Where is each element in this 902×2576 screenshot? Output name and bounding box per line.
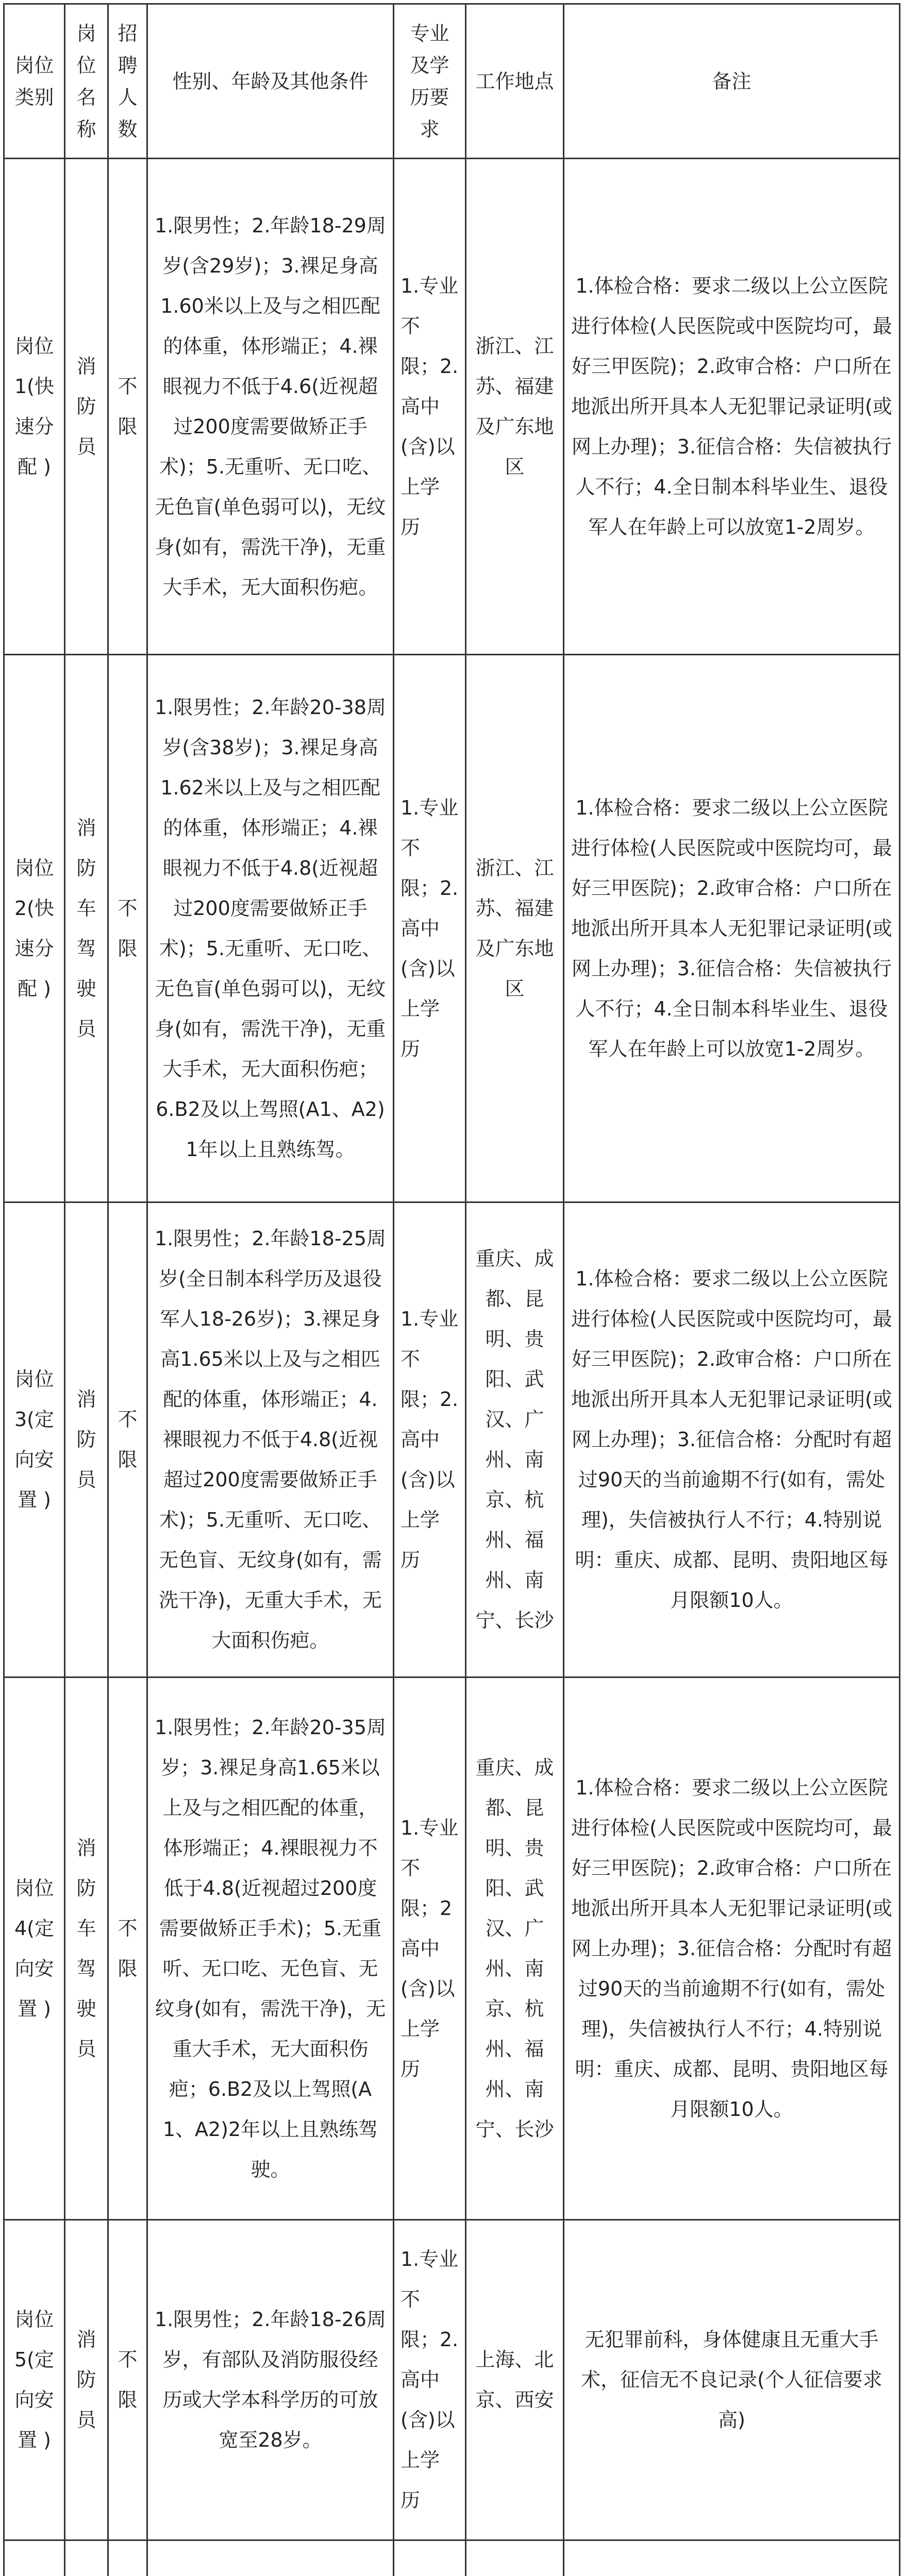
row-notes — [564, 2540, 900, 2576]
table-row — [4, 1677, 900, 2220]
row-conditions: 1.限男性；2.年龄18-26周岁，有部队及消防服役经历或大学本科学历的可放宽至28岁。 — [147, 2220, 394, 2540]
header-category: 岗位类别 — [4, 4, 65, 159]
row-location: 浙江、江苏、福建及广东地区 — [466, 159, 564, 655]
row-conditions: 1.限男性；2.年龄18-25周岁(全日制本科学历及退役军人18-26岁)；3.裸足身高1.65米以上及与之相匹配的体重，体形端正；4.裸眼视力不低于4.8(近视超过200度需要做矫正手术)；5.无重听、无口吃、无色盲、无纹身(如有，需洗干净)，无重大手术，无大面积伤疤。 — [147, 1202, 394, 1677]
row-position-name: 消防车驾驶员 — [65, 1677, 108, 2220]
row-headcount: 不限 — [108, 1202, 147, 1677]
header-location: 工作地点 — [466, 4, 564, 159]
table-row — [4, 1202, 900, 1677]
row-notes: 1.体检合格：要求二级以上公立医院进行体检(人民医院或中医院均可，最好三甲医院)；2.政审合格：户口所在地派出所开具本人无犯罪记录证明(或网上办理)；3.征信合格：失信被执行人不行；4.全日制本科毕业生、退役军人在年龄上可以放宽1-2周岁。 — [564, 654, 900, 1202]
header-education: 专业及学历要求 — [394, 4, 466, 159]
row-conditions: 1.限男性；2.年龄18-29周岁(含29岁)；3.裸足身高1.60米以上及与之相匹配的体重，体形端正；4.裸眼视力不低于4.6(近视超过200度需要做矫正手术)；5.无重听、无口吃、无色盲(单色弱可以)，无纹身(如有，需洗干净)，无重大手术，无大面积伤疤。 — [147, 159, 394, 655]
row-headcount: 不限 — [108, 2220, 147, 2540]
row-position-name: 消防员 — [65, 159, 108, 655]
row-conditions: 1.限男性；2.年龄20-35周岁；3.裸足身高1.65米以上及与之相匹配的体重，体形端正；4.裸眼视力不低于4.8(近视超过200度需要做矫正手术)；5.无重听、无口吃、无色盲、无纹身(如有，需洗干净)，无重大手术，无大面积伤疤；6.B2及以上驾照(A1、A2)2年以上且熟练驾驶。 — [147, 1677, 394, 2220]
row-conditions: 1.限男性；2.年龄20-38周岁(含38岁)；3.裸足身高1.62米以上及与之相匹配的体重，体形端正；4.裸眼视力不低于4.8(近视超过200度需要做矫正手术)；5.无重听、无口吃、无色盲(单色弱可以)，无纹身(如有，需洗干净)，无重大手术，无大面积伤疤；6.B2及以上驾照(A1、A2)1年以上且熟练驾。 — [147, 654, 394, 1202]
row-position-name: 消防员 — [65, 2220, 108, 2540]
row-notes: 无犯罪前科，身体健康且无重大手术，征信无不良记录(个人征信要求高) — [564, 2220, 900, 2540]
row-location: 浙江、江苏、福建及广东地区 — [466, 654, 564, 1202]
row-position-name — [65, 2540, 108, 2576]
row-category: 岗位2(快速分配 ) — [4, 654, 65, 1202]
header-row — [4, 4, 900, 159]
row-location: 重庆、成都、昆明、贵阳、武汉、广州、南京、杭州、福州、南宁、长沙 — [466, 1202, 564, 1677]
row-location: 重庆、成都、昆明、贵阳、武汉、广州、南京、杭州、福州、南宁、长沙 — [466, 1677, 564, 2220]
row-location: 上海、北京、西安 — [466, 2220, 564, 2540]
row-education: 1.专业不限；2.高中(含)以上学历 — [394, 2220, 466, 2540]
row-headcount: 不限 — [108, 1677, 147, 2220]
row-education: 1.专业不限；2.高中(含)以上学历 — [394, 654, 466, 1202]
row-position-name: 消防员 — [65, 1202, 108, 1677]
row-education — [394, 2540, 466, 2576]
row-category: 岗位1(快速分配 ) — [4, 159, 65, 655]
row-headcount: 不限 — [108, 159, 147, 655]
table-row — [4, 2540, 900, 2576]
row-notes: 1.体检合格：要求二级以上公立医院进行体检(人民医院或中医院均可，最好三甲医院)；2.政审合格：户口所在地派出所开具本人无犯罪记录证明(或网上办理)；3.征信合格：失信被执行人不行；4.全日制本科毕业生、退役军人在年龄上可以放宽1-2周岁。 — [564, 159, 900, 655]
row-headcount: 不限 — [108, 654, 147, 1202]
header-notes: 备注 — [564, 4, 900, 159]
row-headcount — [108, 2540, 147, 2576]
row-education: 1.专业不限；2高中(含)以上学历 — [394, 1677, 466, 2220]
row-conditions — [147, 2540, 394, 2576]
header-count: 招聘人数 — [108, 4, 147, 159]
row-education: 1.专业不限；2.高中(含)以上学历 — [394, 159, 466, 655]
header-conditions: 性别、年龄及其他条件 — [147, 4, 394, 159]
header-name: 岗位名称 — [65, 4, 108, 159]
row-category: 岗位3(定向安置 ) — [4, 1202, 65, 1677]
table-row — [4, 654, 900, 1202]
row-notes: 1.体检合格：要求二级以上公立医院进行体检(人民医院或中医院均可，最好三甲医院)；2.政审合格：户口所在地派出所开具本人无犯罪记录证明(或网上办理)；3.征信合格：分配时有超过90天的当前逾期不行(如有，需处理)，失信被执行人不行；4.特别说明：重庆、成都、昆明、贵阳地区每月限额10人。 — [564, 1677, 900, 2220]
row-education: 1.专业不限；2.高中(含)以上学历 — [394, 1202, 466, 1677]
table-row — [4, 159, 900, 655]
row-category: 岗位5(定向安置 ) — [4, 2220, 65, 2540]
row-position-name: 消防车驾驶员 — [65, 654, 108, 1202]
row-category: 岗位4(定向安置 ) — [4, 1677, 65, 2220]
row-notes: 1.体检合格：要求二级以上公立医院进行体检(人民医院或中医院均可，最好三甲医院)；2.政审合格：户口所在地派出所开具本人无犯罪记录证明(或网上办理)；3.征信合格：分配时有超过90天的当前逾期不行(如有，需处理)，失信被执行人不行；4.特别说明：重庆、成都、昆明、贵阳地区每月限额10人。 — [564, 1202, 900, 1677]
row-location — [466, 2540, 564, 2576]
row-category — [4, 2540, 65, 2576]
recruitment-table — [3, 3, 900, 2576]
table-row — [4, 2220, 900, 2540]
